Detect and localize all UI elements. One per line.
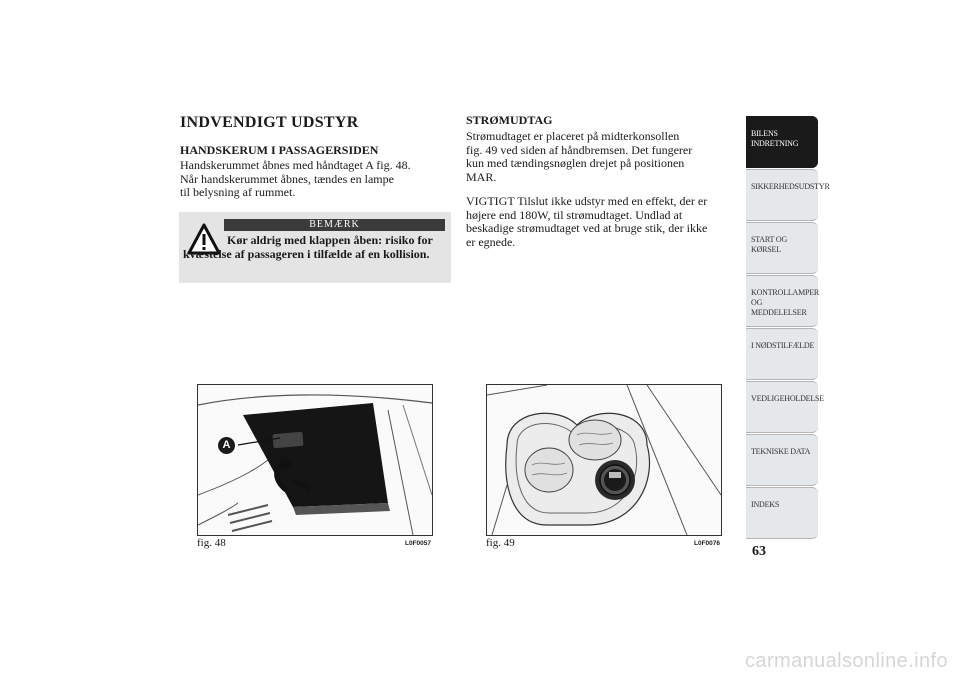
- glovebox-heading: HANDSKERUM I PASSAGERSIDEN: [180, 143, 379, 157]
- tab-start-og-korsel[interactable]: START OG KØRSEL: [746, 222, 818, 274]
- note-text: Kør aldrig med klappen åben: risiko for kvæstelse af passageren i tilfælde af en kollision.: [183, 233, 433, 261]
- callout-a: A: [218, 437, 235, 454]
- power-outlet-drawing: [487, 385, 721, 535]
- power-outlet-heading: STRØMUDTAG: [466, 113, 553, 127]
- figure-48-code: L0F0057: [405, 540, 432, 547]
- figure-49-power-outlet-illustration: [486, 384, 722, 536]
- figure-48-caption: fig. 48: [197, 537, 226, 549]
- section-heading: INDVENDIGT UDSTYR: [180, 114, 359, 131]
- tab-indeks[interactable]: INDEKS: [746, 487, 818, 539]
- figure-48-glovebox-illustration: [197, 384, 433, 536]
- power-outlet-paragraph-1: Strømudtaget er placeret på midterkonsollen fig. 49 ved siden af håndbremsen. Det fungerer kun med tændingsnøglen drejet på positionen MAR.: [466, 129, 693, 184]
- tab-kontrollamper[interactable]: KONTROLLAMPER OG MEDDELELSER: [746, 275, 818, 327]
- tab-vedligeholdelse[interactable]: VEDLIGEHOLDELSE: [746, 381, 818, 433]
- footer-watermark-url[interactable]: carmanualsonline.info: [745, 650, 948, 672]
- tab-tekniske-data[interactable]: TEKNISKE DATA: [746, 434, 818, 486]
- note-label: BEMÆRK: [224, 219, 445, 231]
- tab-bilens-indretning[interactable]: BILENS INDRETNING: [746, 116, 818, 168]
- tab-sikkerhedsudstyr[interactable]: SIKKERHEDSUDSTYR: [746, 169, 818, 221]
- tab-i-nodstilfaelde[interactable]: I NØDSTILFÆLDE: [746, 328, 818, 380]
- power-outlet-paragraph-2: VIGTIGT Tilslut ikke udstyr med en effekt, der er højere end 180W, til strømudtaget. Undlad at beskadige strømudtaget ved at bruge stik, der ikke er egnede.: [466, 194, 708, 249]
- figure-49-code: L0F0076: [694, 540, 721, 547]
- note-box: [179, 212, 451, 283]
- glovebox-body: Handskerummet åbnes med håndtaget A fig. 48. Når handskerummet åbnes, tændes en lampe til belysning af rummet.: [180, 158, 411, 199]
- figure-49-caption: fig. 49: [486, 537, 515, 549]
- glovebox-drawing: [198, 385, 432, 535]
- page-number: 63: [752, 544, 766, 559]
